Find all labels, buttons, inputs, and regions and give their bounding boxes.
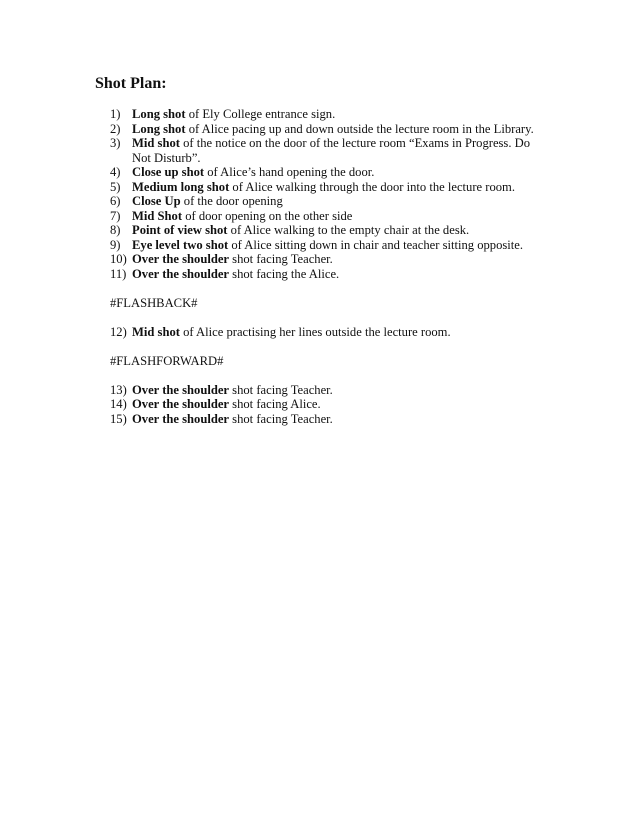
shot-type: Over the shoulder <box>132 252 230 266</box>
shot-type: Close up shot <box>132 165 205 179</box>
shot-item <box>110 194 550 209</box>
shot-item <box>110 223 550 238</box>
page-title: Shot Plan: <box>95 75 167 92</box>
shot-type: Mid Shot <box>132 208 183 223</box>
shot-type: Long shot <box>132 121 186 136</box>
shot-number: 2) <box>110 121 121 136</box>
shot-description <box>132 412 550 427</box>
shot-detail: shot facing the Alice. <box>229 266 340 281</box>
shot-type: Over the shoulder <box>132 266 230 281</box>
shot-detail: shot facing Teacher. <box>229 411 333 426</box>
flashforward-marker: #FLASHFORWARD# <box>110 354 224 368</box>
shot-number: 6) <box>110 194 121 208</box>
shot-item <box>110 238 550 253</box>
shot-description <box>132 107 550 122</box>
shot-item <box>110 122 550 137</box>
shot-detail: shot facing Alice. <box>229 397 321 411</box>
shot-number: 5) <box>110 179 121 194</box>
shot-detail: of the door opening <box>180 194 283 208</box>
shot-list-flashback <box>110 325 550 340</box>
shot-description <box>132 325 550 340</box>
shot-item <box>110 165 550 180</box>
shot-type: Mid shot <box>132 136 180 150</box>
shot-number: 4) <box>110 165 121 179</box>
shot-detail: of door opening on the other side <box>182 208 353 223</box>
shot-item <box>110 180 550 195</box>
shot-item <box>110 325 550 340</box>
shot-detail: of Alice walking to the empty chair at the desk. <box>227 223 470 237</box>
shot-description <box>132 397 550 412</box>
shot-type: Point of view shot <box>132 223 228 237</box>
shot-number: 14) <box>110 397 127 411</box>
shot-description <box>132 165 550 180</box>
flashback-marker: #FLASHBACK# <box>110 296 198 310</box>
shot-number: 1) <box>110 107 121 121</box>
spacer <box>110 311 550 325</box>
shot-description <box>132 122 550 137</box>
shot-list-flashforward <box>110 383 550 427</box>
shot-number: 9) <box>110 237 121 252</box>
shot-item <box>110 136 550 165</box>
shot-detail: of Alice walking through the door into the lecture room. <box>229 179 516 194</box>
shot-description <box>132 223 550 238</box>
shot-number: 3) <box>110 136 121 150</box>
shot-type: Over the shoulder <box>132 411 230 426</box>
shot-item <box>110 209 550 224</box>
shot-number: 10) <box>110 252 127 266</box>
shot-item <box>110 267 550 282</box>
shot-detail: of the notice on the door of the lecture room “Exams in Progress. Do Not Disturb”. <box>132 136 531 165</box>
shot-type: Over the shoulder <box>132 397 230 411</box>
shot-item <box>110 252 550 267</box>
shot-description <box>132 194 550 209</box>
shot-description <box>132 267 550 282</box>
shot-type: Long shot <box>132 107 186 121</box>
shot-type: Over the shoulder <box>132 382 230 397</box>
shot-detail: of Alice’s hand opening the door. <box>204 165 375 179</box>
shot-detail: shot facing Teacher. <box>229 252 333 266</box>
shot-item <box>110 383 550 398</box>
shot-description <box>132 238 550 253</box>
shot-number: 12) <box>110 324 127 339</box>
shot-description <box>132 209 550 224</box>
spacer <box>110 369 550 383</box>
shot-list-main <box>110 107 550 281</box>
shot-type: Medium long shot <box>132 179 230 194</box>
shot-item <box>110 397 550 412</box>
shot-number: 8) <box>110 223 121 237</box>
shot-item <box>110 412 550 427</box>
shot-detail: of Alice practising her lines outside the lecture room. <box>179 324 451 339</box>
shot-type: Mid shot <box>132 324 180 339</box>
shot-number: 11) <box>110 266 127 281</box>
shot-type: Eye level two shot <box>132 237 229 252</box>
shot-type: Close Up <box>132 194 181 208</box>
shot-description <box>132 136 550 165</box>
shot-detail: shot facing Teacher. <box>229 382 333 397</box>
shot-description <box>132 252 550 267</box>
shot-detail: of Alice sitting down in chair and teacher sitting opposite. <box>228 237 524 252</box>
shot-description <box>132 180 550 195</box>
shot-number: 13) <box>110 382 127 397</box>
spacer <box>110 281 550 296</box>
spacer <box>110 339 550 354</box>
shot-item <box>110 107 550 122</box>
shot-detail: of Ely College entrance sign. <box>185 107 336 121</box>
shot-number: 15) <box>110 411 127 426</box>
shot-detail: of Alice pacing up and down outside the lecture room in the Library. <box>185 121 534 136</box>
shot-number: 7) <box>110 208 121 223</box>
shot-description <box>132 383 550 398</box>
shot-plan-content <box>110 107 550 426</box>
